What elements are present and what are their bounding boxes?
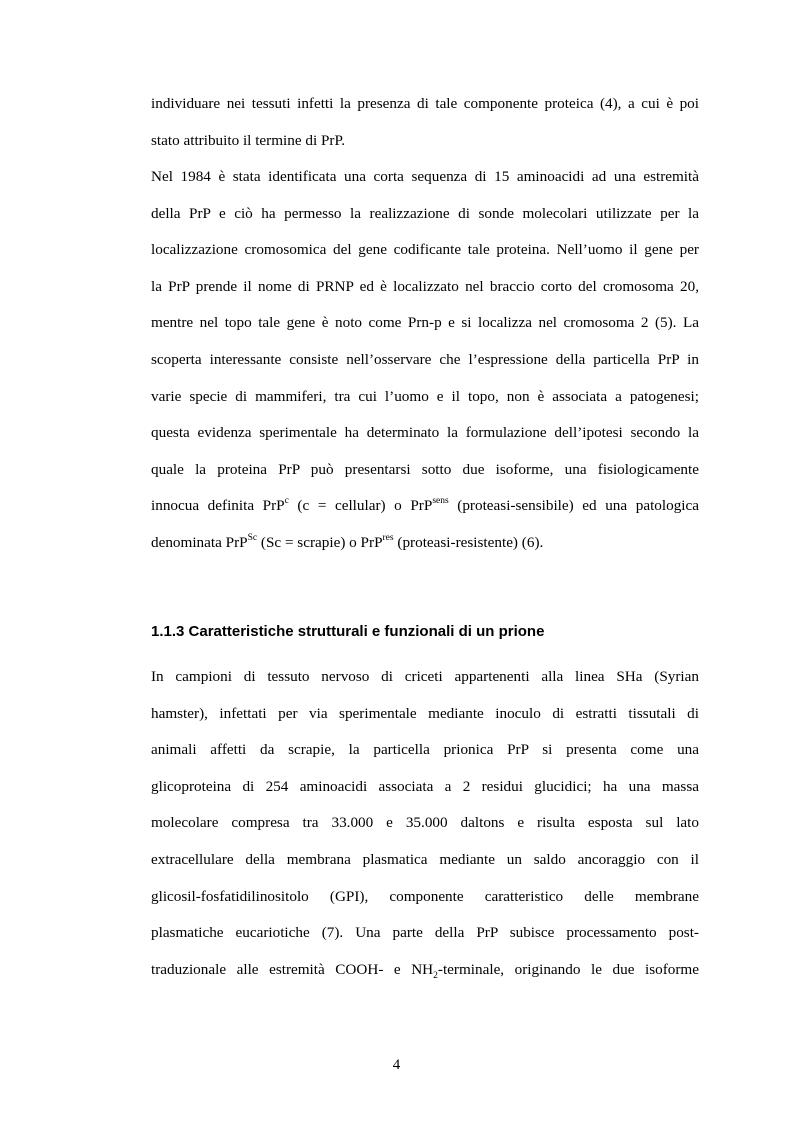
text-line: localizzazione cromosomica del gene codificante tale proteina. Nell’uomo il gene per [151,241,699,259]
page-number: 4 [392,1057,401,1073]
text-segment: -terminale, originando le due isoforme [437,960,699,978]
text-segment: (c = cellular) o PrP [288,497,433,515]
text-line: quale la proteina PrP può presentarsi sotto due isoforme, una fisiologicamente [151,460,699,478]
text-line: mentre nel topo tale gene è noto come Prn-p e si localizza nel cromosoma 2 (5). La [151,314,699,332]
text-line [151,525,699,562]
section-heading: 1.1.3 Caratteristiche strutturali e funzionali di un prione [151,623,545,640]
text-line: glicoproteina di 254 aminoacidi associata a 2 residui glucidici; ha una massa [151,777,699,795]
text-line: scoperta interessante consiste nell’osservare che l’espressione della particella PrP in [151,350,699,368]
text-line: Nel 1984 è stata identificata una corta sequenza di 15 aminoacidi ad una estremità [151,168,699,185]
text-segment: denominata PrP [151,533,248,551]
text-line: la PrP prende il nome di PRNP ed è localizzato nel braccio corto del cromosoma 20, [151,277,699,295]
text-line: questa evidenza sperimentale ha determinato la formulazione dell’ipotesi secondo la [151,424,699,442]
subscript: 2 [433,970,438,981]
text-line: animali affetti da scrapie, la particella prionica PrP si presenta come una [151,741,699,759]
text-line: individuare nei tessuti infetti la presenza di tale componente proteica (4), a cui è poi [151,95,699,112]
superscript: Sc [247,532,258,543]
text-line [151,488,699,525]
text-line: In campioni di tessuto nervoso di criceti appartenenti alla linea SHa (Syrian [151,668,699,685]
superscript: res [382,532,394,543]
text-line: della PrP e ciò ha permesso la realizzazione di sonde molecolari utilizzate per la [151,204,699,222]
text-line: extracellulare della membrana plasmatica mediante un saldo ancoraggio con il [151,850,699,868]
text-line: varie specie di mammiferi, tra cui l’uomo e il topo, non è associata a patogenesi; [151,387,699,405]
text-line: hamster), infettati per via sperimentale mediante inoculo di estratti tissutali di [151,704,699,722]
text-segment: (proteasi-resistente) (6). [393,533,544,551]
text-segment: traduzionale alle estremità COOH- e NH [151,960,434,978]
text-segment: innocua definita PrP [151,497,285,515]
paragraph-prion-structure [151,659,699,988]
text-segment: (Sc = scrapie) o PrP [257,533,383,551]
text-line: plasmatiche eucariotiche (7). Una parte della PrP subisce processamento post- [151,924,699,942]
superscript: c [284,496,289,507]
text-segment: (proteasi-sensibile) ed una patologica [448,497,699,515]
text-line: molecolare compresa tra 33.000 e 35.000 daltons e risulta esposta sul lato [151,814,699,832]
text-line: glicosil-fosfatidilinositolo (GPI), componente caratteristico delle membrane [151,887,699,905]
text-line [151,952,699,989]
paragraph-prp-gene [151,159,699,562]
superscript: sens [432,496,449,507]
paragraph-continuation [151,86,699,159]
text-line: stato attribuito il termine di PrP. [151,131,346,149]
